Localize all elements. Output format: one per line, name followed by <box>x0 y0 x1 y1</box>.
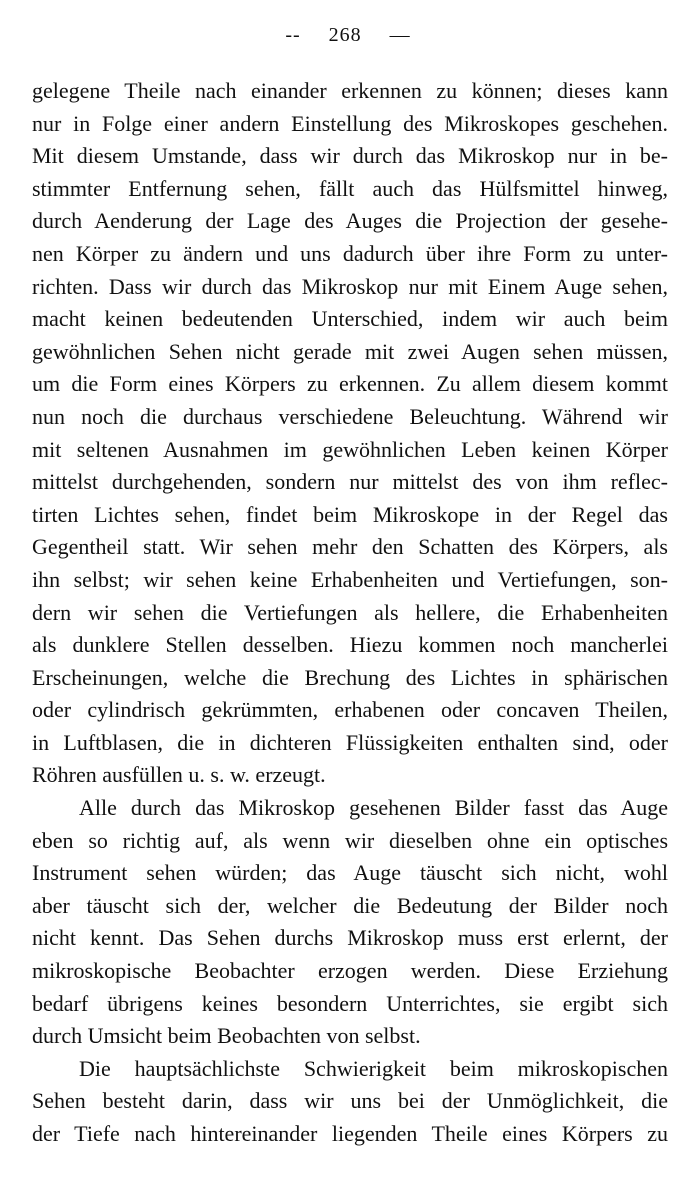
paragraph-1 <box>32 75 668 792</box>
text-line: Erscheinungen, welche die Brechung des Lichtes in sphärischen <box>32 664 668 690</box>
text-line: durch Umsicht beim Beobachten von selbst. <box>32 1023 421 1049</box>
text-line: gewöhnlichen Sehen nicht gerade mit zwei Augen sehen müssen, <box>32 338 668 364</box>
text-line: Die hauptsächlichste Schwierigkeit beim mikroskopischen <box>79 1055 668 1081</box>
header-dash-right: — <box>389 24 411 46</box>
text-line: nen Körper zu ändern und uns dadurch über ihre Form zu unter- <box>32 240 668 266</box>
page-header <box>0 20 696 50</box>
text-line: Röhren ausfüllen u. s. w. erzeugt. <box>32 762 326 788</box>
text-line: ihn selbst; wir sehen keine Erhabenheiten und Vertiefungen, son- <box>32 566 668 592</box>
text-line: nur in Folge einer andern Einstellung des Mikroskopes geschehen. <box>32 110 668 136</box>
text-line: gelegene Theile nach einander erkennen zu können; dieses kann <box>32 78 668 103</box>
text-line: oder cylindrisch gekrümmten, erhabenen oder concaven Theilen, <box>32 697 668 723</box>
text-line: Sehen besteht darin, dass wir uns bei der Unmöglichkeit, die <box>32 1088 668 1114</box>
text-line: mittelst durchgehenden, sondern nur mittelst des von ihm reflec- <box>32 469 668 495</box>
text-line: durch Aenderung der Lage des Auges die Projection der gesehe- <box>32 208 668 234</box>
text-line: als dunklere Stellen desselben. Hiezu kommen noch mancherlei <box>32 632 668 658</box>
text-line: nicht kennt. Das Sehen durchs Mikroskop muss erst erlernt, der <box>32 925 668 951</box>
text-line: richten. Dass wir durch das Mikroskop nur mit Einem Auge sehen, <box>32 273 668 299</box>
text-line: aber täuscht sich der, welcher die Bedeutung der Bilder noch <box>32 892 668 918</box>
text-line: Alle durch das Mikroskop gesehenen Bilder fasst das Auge <box>79 795 668 821</box>
text-line: macht keinen bedeutenden Unterschied, indem wir auch beim <box>32 306 668 332</box>
text-line: dern wir sehen die Vertiefungen als hellere, die Erhabenheiten <box>32 599 668 625</box>
text-line: bedarf übrigens keines besondern Unterrichtes, sie ergibt sich <box>32 990 668 1016</box>
text-line: nun noch die durchaus verschiedene Beleuchtung. Während wir <box>32 403 668 429</box>
text-line: Gegentheil statt. Wir sehen mehr den Schatten des Körpers, als <box>32 534 668 560</box>
text-line: mit seltenen Ausnahmen im gewöhnlichen Leben keinen Körper <box>32 436 668 462</box>
text-line: eben so richtig auf, als wenn wir dieselben ohne ein optisches <box>32 827 668 853</box>
header-dash-left: -- <box>285 24 301 46</box>
text-line: in Luftblasen, die in dichteren Flüssigkeiten enthalten sind, oder <box>32 729 668 755</box>
text-line: der Tiefe nach hintereinander liegenden Theile eines Körpers zu <box>32 1121 668 1146</box>
text-line: um die Form eines Körpers zu erkennen. Zu allem diesem kommt <box>32 371 668 397</box>
paragraph-2 <box>32 792 668 1053</box>
page-number: 268 <box>328 24 362 46</box>
text-line: mikroskopische Beobachter erzogen werden. Diese Erziehung <box>32 958 668 984</box>
text-line: Instrument sehen würden; das Auge täuscht sich nicht, wohl <box>32 860 668 886</box>
text-line: Mit diesem Umstande, dass wir durch das Mikroskop nur in be- <box>32 143 668 169</box>
text-line: tirten Lichtes sehen, findet beim Mikroskope in der Regel das <box>32 501 668 527</box>
text-line: stimmter Entfernung sehen, fällt auch das Hülfsmittel hinweg, <box>32 175 668 201</box>
body-text <box>32 75 668 1151</box>
paragraph-3 <box>32 1053 668 1151</box>
